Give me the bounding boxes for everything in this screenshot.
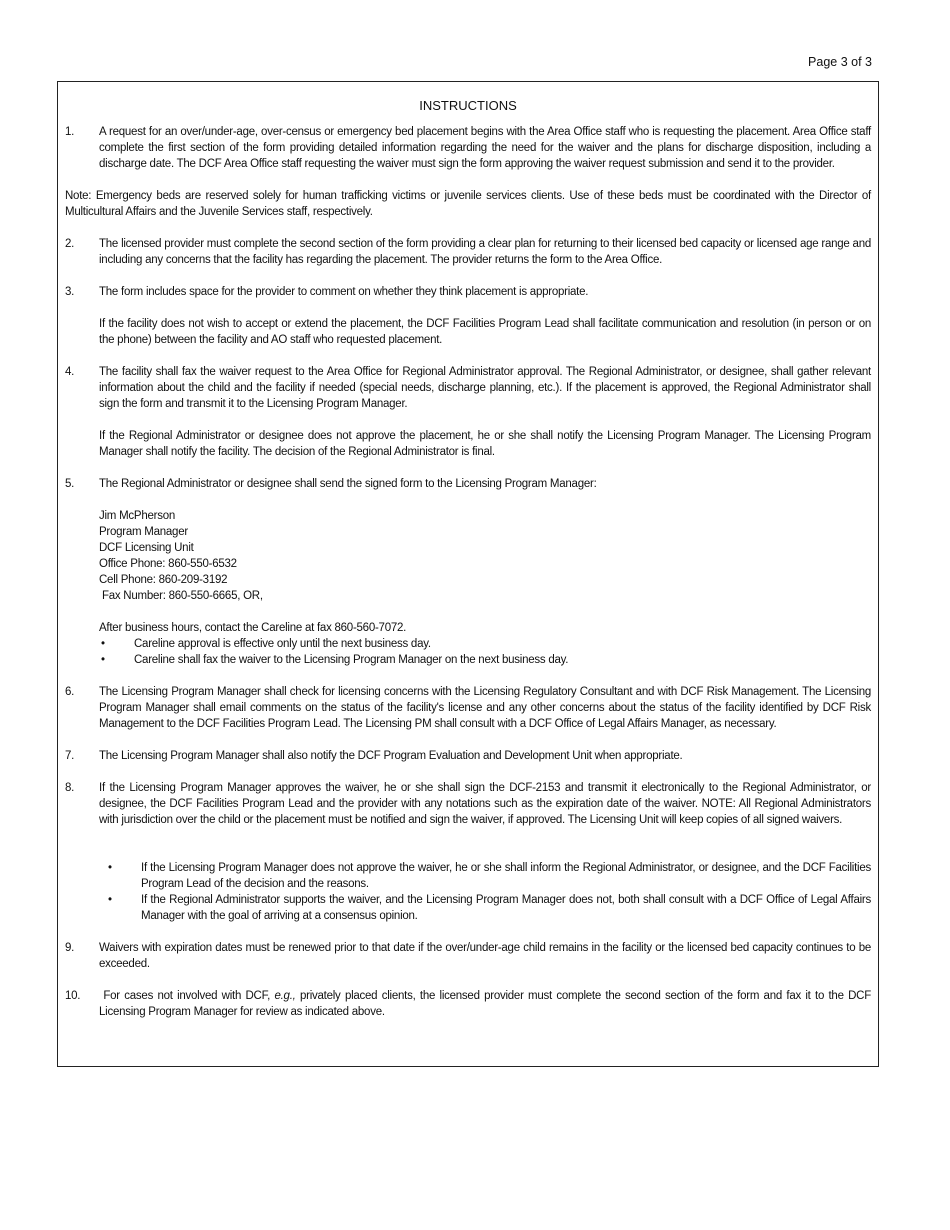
item-number: 4. (65, 366, 75, 378)
contact-cell-phone: Cell Phone: 860-209-3192 (99, 574, 228, 586)
instruction-item-2 (65, 236, 871, 268)
item-text-followup: If the facility does not wish to accept or extend the placement, the DCF Facilities Program Lead shall facilitate communication and resolution (in person or on the phone) between the facility and AO staff who requested placement. (99, 318, 871, 346)
item-text-start: For cases not involved with DCF, (99, 990, 275, 1002)
item-body (99, 476, 871, 668)
item-number: 2. (65, 238, 75, 250)
item-text: A request for an over/under-age, over-census or emergency bed placement begins with the Area Office staff who is requesting the placement. Area Office staff complete the first section of the form providing detailed information regarding the need for the waiver and the plans for discharge disposition, including a discharge date. The DCF Area Office staff requesting the waiver must sign the form approving the waiver request submission and send it to the provider. (99, 126, 871, 170)
item-number: 9. (65, 942, 75, 954)
item-number: 5. (65, 478, 75, 490)
bullet-text: Careline shall fax the waiver to the Licensing Program Manager on the next business day. (134, 654, 569, 666)
item-text-end: privately placed clients, the licensed provider must complete the second section of the form and fax it to the DCF Licensing Program Manager for review as indicated above. (99, 990, 874, 1018)
instructions-box (57, 81, 879, 1067)
item-number: 7. (65, 750, 75, 762)
instruction-item-10 (65, 988, 874, 1020)
approval-bullet-list (106, 860, 871, 924)
contact-name: Jim McPherson (99, 510, 175, 522)
bullet-text: If the Regional Administrator supports the waiver, and the Licensing Program Manager does not, both shall consult with a DCF Office of Legal Affairs Manager with the goal of arriving at a consensus opinion. (141, 894, 871, 922)
item-body (99, 988, 874, 1020)
bullet-icon: • (108, 862, 112, 874)
instruction-item-4 (65, 364, 871, 460)
item-text: If the Licensing Program Manager approves the waiver, he or she shall sign the DCF-2153 and transmit it electronically to the Regional Administrator, or designee, the DCF Facilities Program Lead and the provider with any notations such as the expiration date of the waiver. NOTE: All Regional Administrators with jurisdiction over the child or the placement must be notified and sign the waiver, if approved. The Licensing Unit will keep copies of all signed waivers. (99, 782, 871, 826)
instruction-item-8 (65, 780, 871, 828)
item-number: 10. (65, 990, 81, 1002)
instruction-item-7 (65, 748, 871, 764)
item-text: The form includes space for the provider to comment on whether they think placement is appropriate. (99, 286, 589, 298)
instruction-item-3 (65, 284, 871, 348)
emergency-beds-note: Note: Emergency beds are reserved solely for human trafficking victims or juvenile services clients. Use of these beds must be coordinated with the Director of Multicultural Affairs and the Juvenile Services staff, respectively. (65, 190, 871, 218)
contact-role: Program Manager (99, 526, 188, 538)
item-number: 8. (65, 782, 75, 794)
list-item (106, 860, 871, 892)
contact-office-phone: Office Phone: 860-550-6532 (99, 558, 237, 570)
item-text: The Licensing Program Manager shall check for licensing concerns with the Licensing Regulatory Consultant and with DCF Risk Management. The Licensing Program Manager shall email comments on the status of the facility's license and any other concerns about the status of the facility identified by DCF Risk Management to the DCF Facilities Program Lead. The Licensing PM shall consult with a DCF Office of Legal Affairs Manager, as necessary. (99, 686, 871, 730)
instructions-content (65, 98, 874, 1036)
item-text-followup: If the Regional Administrator or designee does not approve the placement, he or she shall notify the Licensing Program Manager. The Licensing Program Manager shall notify the facility. The decision of the Regional Administrator is final. (99, 430, 871, 458)
item-text: The facility shall fax the waiver request to the Area Office for Regional Administrator approval. The Regional Administrator, or designee, shall gather relevant information about the child and the facility if needed (special needs, discharge planning, etc.). If the placement is approved, the Regional Administrator shall sign the form and transmit it to the Licensing Program Manager. (99, 366, 871, 410)
careline-bullet-list (99, 636, 871, 668)
bullet-text: Careline approval is effective only until the next business day. (134, 638, 431, 650)
item-text: Waivers with expiration dates must be renewed prior to that date if the over/under-age child remains in the facility or the licensed bed capacity continues to be exceeded. (99, 942, 871, 970)
item-number: 3. (65, 286, 75, 298)
bullet-icon: • (101, 654, 105, 666)
item-text-italic: e.g., (274, 990, 296, 1002)
item-text: The Regional Administrator or designee shall send the signed form to the Licensing Program Manager: (99, 478, 597, 490)
item-body (99, 364, 871, 460)
instruction-item-5 (65, 476, 871, 668)
item-body (99, 284, 871, 348)
instruction-item-9 (65, 940, 871, 972)
list-item (99, 652, 871, 668)
instruction-item-1 (65, 124, 871, 172)
bullet-icon: • (108, 894, 112, 906)
item-text: The Licensing Program Manager shall also notify the DCF Program Evaluation and Development Unit when appropriate. (99, 750, 683, 762)
bullet-icon: • (101, 638, 105, 650)
contact-fax: Fax Number: 860-550-6665, OR, (99, 590, 263, 602)
list-item (106, 892, 871, 924)
list-item (99, 636, 871, 652)
item-text: The licensed provider must complete the second section of the form providing a clear plan for returning to their licensed bed capacity or licensed age range and including any concerns that the facility has regarding the placement. The provider returns the form to the Area Office. (99, 238, 871, 266)
instruction-item-6 (65, 684, 871, 732)
page-number: Page 3 of 3 (808, 55, 872, 69)
item-number: 6. (65, 686, 75, 698)
contact-unit: DCF Licensing Unit (99, 542, 194, 554)
bullet-text: If the Licensing Program Manager does not approve the waiver, he or she shall inform the Regional Administrator, or designee, and the DCF Facilities Program Lead of the decision and the reasons. (141, 862, 871, 890)
instructions-title: INSTRUCTIONS (419, 98, 517, 113)
after-hours-text: After business hours, contact the Careline at fax 860-560-7072. (99, 622, 407, 634)
item-number: 1. (65, 126, 75, 138)
contact-block (99, 508, 871, 604)
